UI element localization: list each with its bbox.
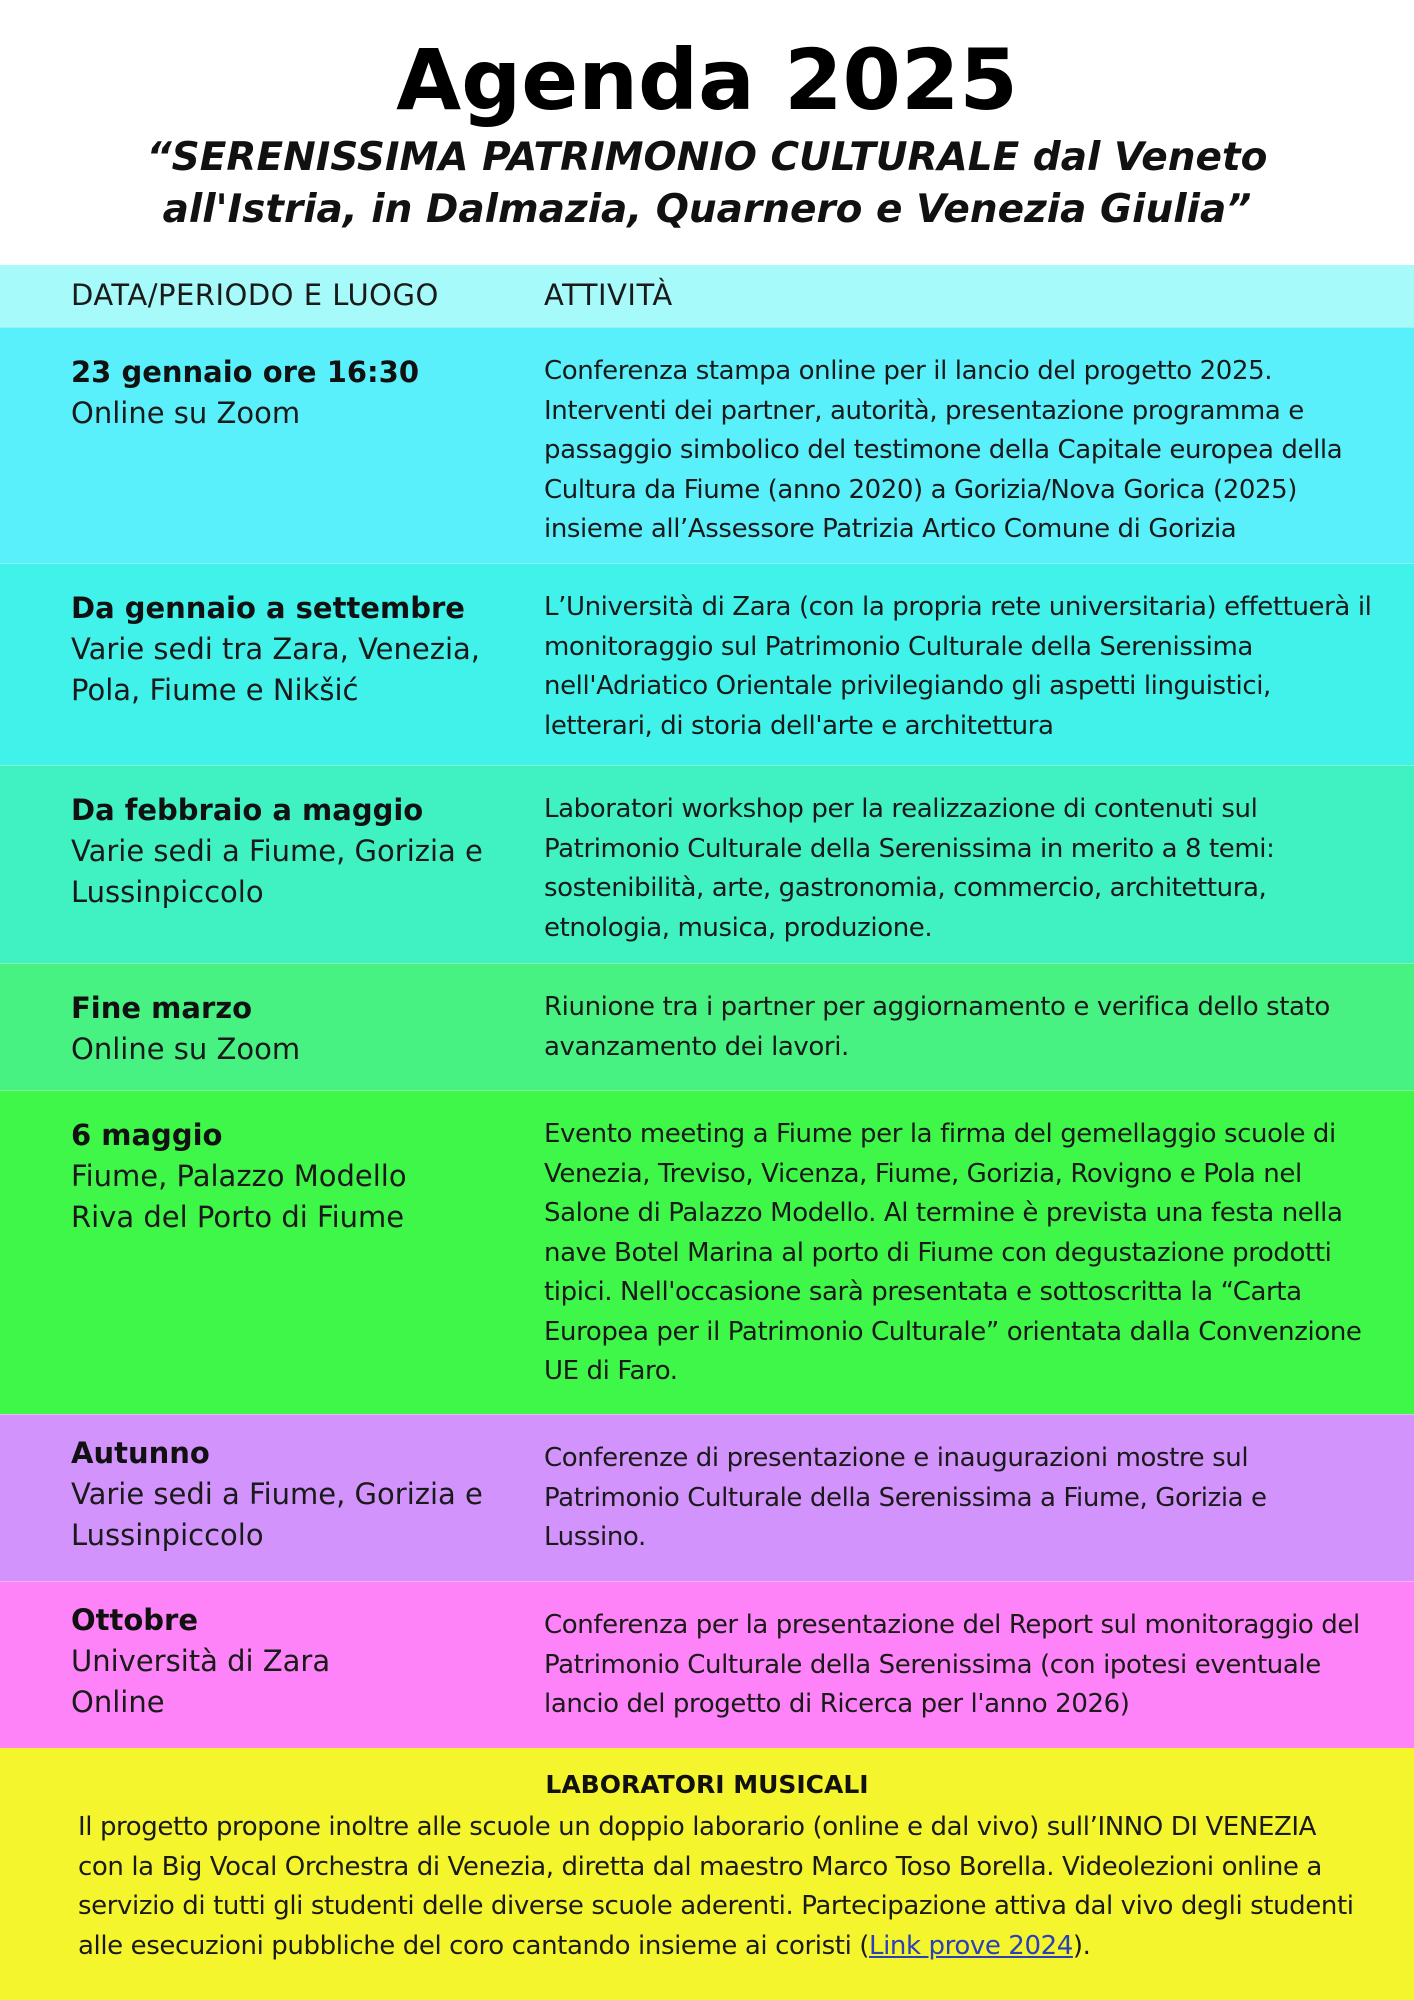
row-date: Ottobre [71,1603,199,1637]
page-header [0,0,1414,262]
column-header-date: DATA/PERIODO E LUOGO [71,278,439,312]
row-activity: Evento meeting a Fiume per la firma del gemellaggio scuole di Venezia, Treviso, Vicenza, Fiume, Gorizia, Rovigno e Pola nel Salone di Palazzo Modello. Al termine è prevista una festa nella nave Botel Marina al porto di Fiume con degustazione prodotti tipici. Nell'occasione sarà presentata e sottoscritta la “Carta Europea per il Patrimonio Culturale” orientata dalla Convenzione UE di Faro. [544,1119,1362,1386]
column-header-activity: ATTIVITÀ [544,278,673,312]
table-row [0,327,1414,563]
row-date: Autunno [71,1436,210,1470]
row-place: Online su Zoom [71,1032,301,1066]
table-row [0,1090,1414,1414]
page-title: Agenda 2025 [396,31,1018,129]
row-date: Da gennaio a settembre [71,591,465,625]
table-row [0,765,1414,963]
row-place: Varie sedi a Fiume, Gorizia e Lussinpiccolo [71,1477,483,1552]
row-place: Varie sedi a Fiume, Gorizia e Lussinpiccolo [71,834,483,909]
page-subtitle: “SERENISSIMA PATRIMONIO CULTURALE dal Veneto all'Istria, in Dalmazia, Quarnero e Venezia Giulia” [146,135,1268,232]
row-date: 23 gennaio ore 16:30 [71,355,419,389]
table-row [0,1581,1414,1748]
table-header-row [0,265,1414,327]
section-text [78,1808,1358,1966]
musical-labs-section [0,1748,1414,2000]
row-date: Fine marzo [71,991,253,1025]
table-row [0,563,1414,765]
row-date: 6 maggio [71,1118,223,1152]
row-place: Online su Zoom [71,396,301,430]
row-activity: Riunione tra i partner per aggiornamento e verifica dello stato avanzamento dei lavori. [544,992,1330,1062]
link-prove-2024[interactable]: Link prove 2024 [869,1930,1073,1961]
table-row [0,963,1414,1090]
table-row [0,1414,1414,1581]
row-place: Università di Zara Online [71,1644,331,1719]
section-body-end: ). [1072,1930,1091,1961]
row-place: Varie sedi tra Zara, Venezia, Pola, Fiume e Nikšić [71,632,481,707]
row-activity: Conferenza stampa online per il lancio del progetto 2025. Interventi dei partner, autorità, presentazione programma e passaggio simbolico del testimone della Capitale europea della Cultura da Fiume (anno 2020) a Gorizia/Nova Gorica (2025) insieme all’Assessore Patrizia Artico Comune di Gorizia [544,356,1343,544]
row-place: Fiume, Palazzo Modello Riva del Porto di Fiume [71,1159,407,1234]
row-activity: L’Università di Zara (con la propria rete universitaria) effettuerà il monitoraggio sul Patrimonio Culturale della Serenissima nell'Adriatico Orientale privilegiando gli aspetti linguistici, letterari, di storia dell'arte e architettura [544,592,1372,741]
section-body: Il progetto propone inoltre alle scuole un doppio laborario (online e dal vivo) sull’INNO DI VENEZIA con la Big Vocal Orchestra di Venezia, diretta dal maestro Marco Toso Borella. Videolezioni online a servizio di tutti gli studenti delle diverse scuole aderenti. Partecipazione attiva dal vivo degli studenti alle esecuzioni pubbliche del coro cantando insieme ai coristi ( [78,1812,1354,1961]
row-date: Da febbraio a maggio [71,793,424,827]
row-activity: Laboratori workshop per la realizzazione di contenuti sul Patrimonio Culturale della Serenissima in merito a 8 temi: sostenibilità, arte, gastronomia, commercio, architettura, etnologia, musica, produzione. [544,794,1275,943]
row-activity: Conferenza per la presentazione del Report sul monitoraggio del Patrimonio Culturale della Serenissima (con ipotesi eventuale lancio del progetto di Ricerca per l'anno 2026) [544,1610,1360,1719]
section-title: LABORATORI MUSICALI [545,1770,869,1799]
row-activity: Conferenze di presentazione e inaugurazioni mostre sul Patrimonio Culturale della Serenissima a Fiume, Gorizia e Lussino. [544,1443,1267,1552]
